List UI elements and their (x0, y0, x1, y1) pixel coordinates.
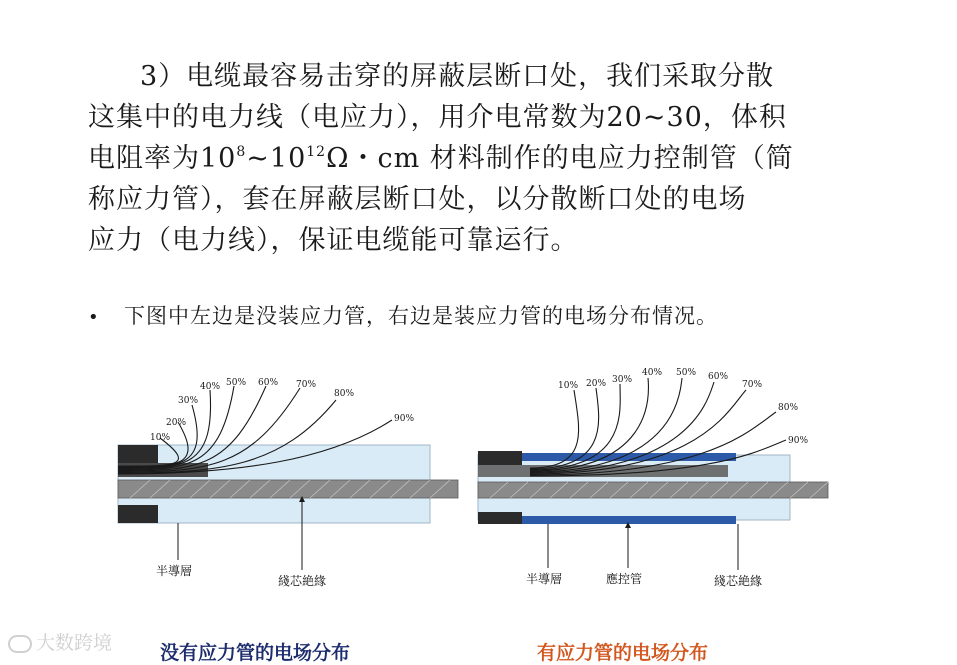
label-70-percent: 70% (296, 380, 317, 390)
callout-insulation: 綫芯絶緣 (714, 574, 763, 588)
label-90-percent: 90% (788, 436, 809, 446)
semicon-layer-top (478, 451, 522, 465)
callout-stress-tube: 應控管 (606, 572, 643, 586)
label-70-percent: 70% (742, 380, 763, 390)
cable-diagram-without-stress-tube (110, 360, 470, 610)
bullet-text: 下图中左边是没装应力管，右边是装应力管的电场分布情况。 (124, 304, 718, 328)
resistivity-mid: ~10 (246, 143, 307, 174)
semicon-layer-bottom (118, 505, 158, 523)
resistivity-prefix: 电阻率为10 (88, 143, 237, 174)
label-50-percent: 50% (226, 378, 247, 388)
watermark-logo-icon (8, 635, 32, 653)
label-40-percent: 40% (642, 368, 663, 378)
watermark (8, 628, 112, 655)
label-10-percent: 10% (558, 381, 579, 391)
label-50-percent: 50% (676, 368, 697, 378)
label-10-percent: 10% (150, 433, 171, 443)
caption-without-stress-tube: 没有应力管的电场分布 (160, 642, 351, 664)
label-60-percent: 60% (258, 378, 279, 388)
resistivity-suffix: Ω・cm 材料制作的电应力控制管（简 (326, 143, 794, 174)
callout-semicon: 半導層 (526, 572, 563, 586)
semicon-layer-top (118, 445, 158, 465)
label-20-percent: 20% (166, 418, 187, 428)
paragraph-line-4: 称应力管），套在屏蔽层断口处，以分散断口处的电场 (88, 184, 747, 215)
label-40-percent: 40% (200, 382, 221, 392)
paragraph-line-2: 这集中的电力线（电应力），用介电常数为20~30，体积 (88, 102, 787, 133)
bullet-dot: • (88, 307, 100, 328)
label-60-percent: 60% (708, 372, 729, 382)
caption-with-stress-tube: 有应力管的电场分布 (537, 642, 709, 664)
callout-semicon: 半導層 (156, 564, 193, 578)
cable-diagram-with-stress-tube (470, 360, 840, 610)
semicon-layer-bottom (478, 512, 522, 524)
label-80-percent: 80% (778, 403, 799, 413)
paragraph-line-1: 3）电缆最容易击穿的屏蔽层断口处，我们采取分散 (140, 61, 775, 92)
bullet-item (88, 300, 718, 330)
exponent-12: 12 (306, 144, 327, 160)
paragraph-line-3 (88, 138, 888, 179)
label-20-percent: 20% (586, 379, 607, 389)
paragraph-line-5: 应力（电力线），保证电缆能可靠运行。 (88, 225, 579, 256)
watermark-text: 大数跨境 (36, 632, 113, 654)
callout-leaders (548, 524, 738, 570)
label-30-percent: 30% (612, 375, 633, 385)
label-30-percent: 30% (178, 396, 199, 406)
exponent-8: 8 (236, 144, 247, 160)
main-paragraph (88, 56, 888, 261)
label-90-percent: 90% (394, 414, 415, 424)
callout-insulation: 綫芯絶緣 (278, 574, 327, 588)
label-80-percent: 80% (334, 389, 355, 399)
